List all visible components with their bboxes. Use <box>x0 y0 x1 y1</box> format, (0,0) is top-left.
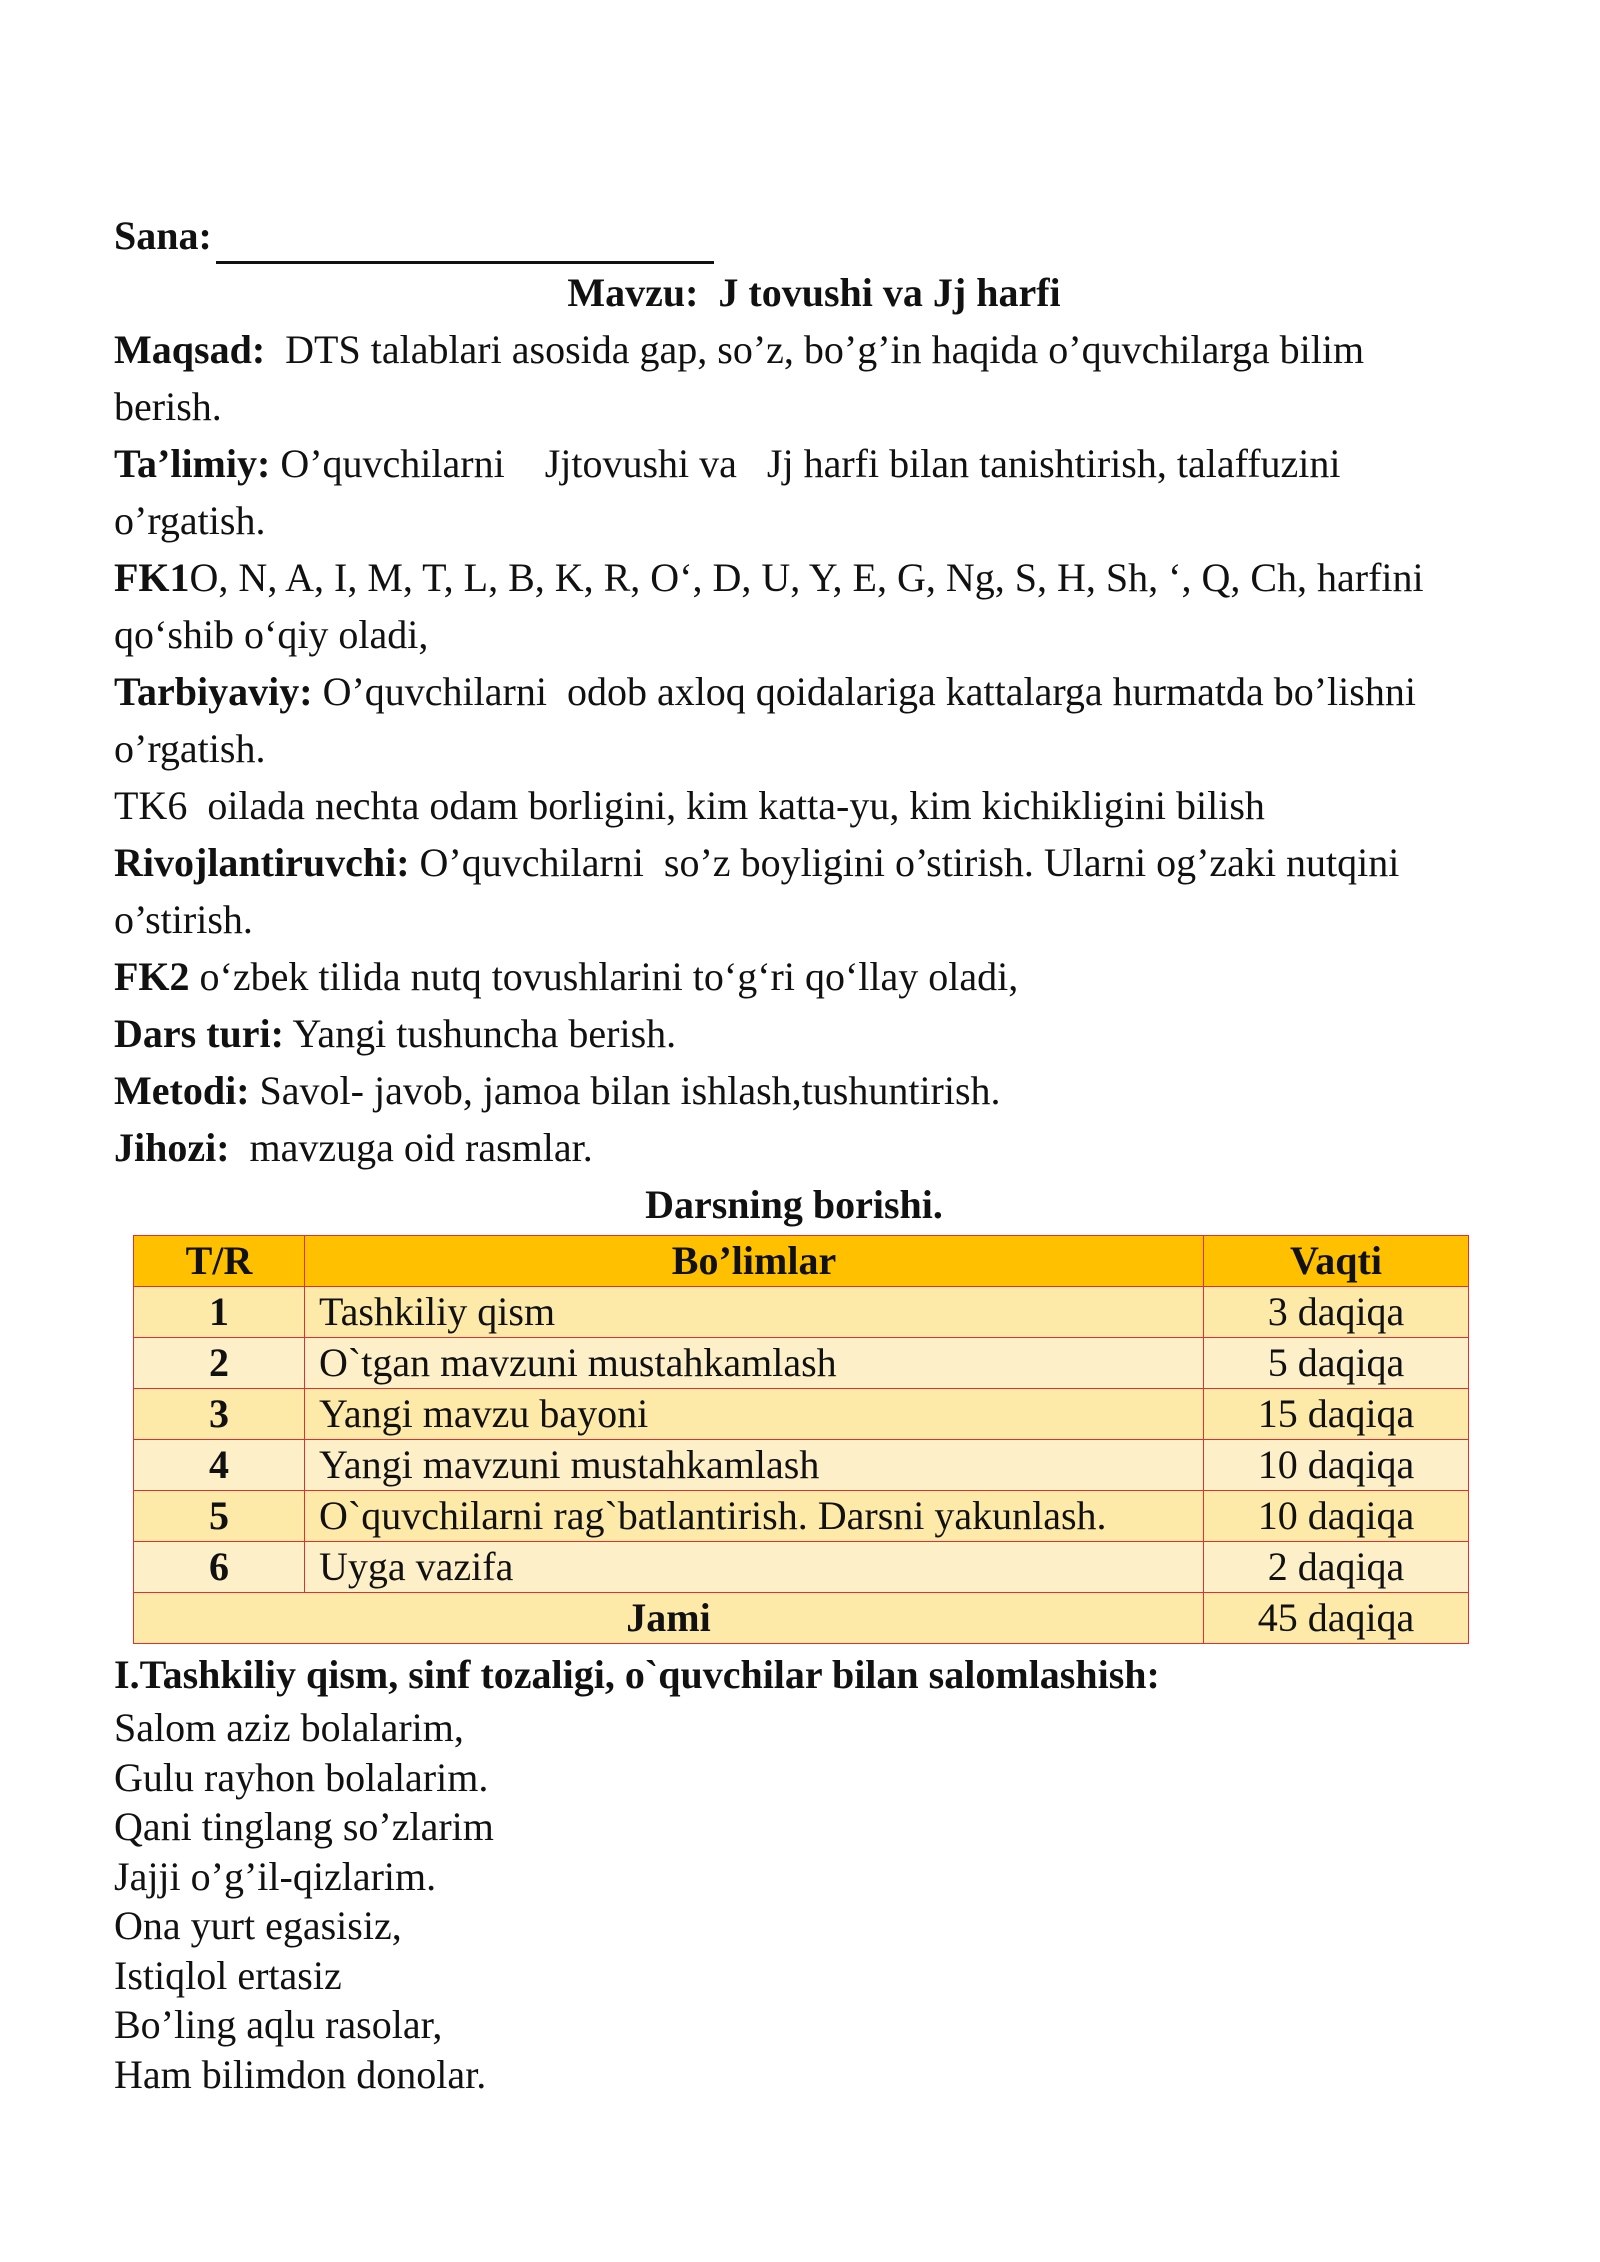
table-row <box>134 1542 1469 1593</box>
fk2-value: o‘zbek tilida nutq tovushlarini to‘g‘ri qo‘llay oladi, <box>199 954 1019 999</box>
row-section: O`tgan mavzuni mustahkamlash <box>305 1338 1204 1389</box>
metodi-field <box>114 1062 1474 1119</box>
row-section: O`quvchilarni rag`batlantirish. Darsni yakunlash. <box>305 1491 1204 1542</box>
poem-line: Ham bilimdon donolar. <box>114 2051 487 2097</box>
fk1-label: FK1 <box>114 555 190 600</box>
mavzu-label: Mavzu: <box>567 270 699 315</box>
row-section: Yangi mavzu bayoni <box>305 1389 1204 1440</box>
total-value: 45 daqiqa <box>1204 1593 1469 1644</box>
talimiy-value: O’quvchilarni Jjtovushi va Jj harfi bilan tanishtirish, talaffuzini o’rgatish. <box>114 441 1351 543</box>
table-total-row <box>134 1593 1469 1644</box>
tarbiyaviy-field <box>114 663 1474 777</box>
fk2-label: FK2 <box>114 954 190 999</box>
dars-turi-value: Yangi tushuncha berish. <box>292 1011 677 1056</box>
table-row <box>134 1389 1469 1440</box>
table-row <box>134 1287 1469 1338</box>
table-row <box>134 1491 1469 1542</box>
lesson-schedule-table <box>133 1235 1469 1644</box>
total-label: Jami <box>134 1593 1204 1644</box>
maqsad-label: Maqsad: <box>114 327 266 372</box>
row-number: 4 <box>134 1440 305 1491</box>
poem-line: Salom aziz bolalarim, <box>114 1705 464 1750</box>
metodi-value: Savol- javob, jamoa bilan ishlash,tushuntirish. <box>259 1068 1001 1113</box>
talimiy-field <box>114 435 1474 549</box>
sana-label: Sana: <box>114 213 212 258</box>
greeting-poem <box>114 1703 1474 2099</box>
row-time: 10 daqiqa <box>1204 1491 1469 1542</box>
row-section: Yangi mavzuni mustahkamlash <box>305 1440 1204 1491</box>
row-time: 2 daqiqa <box>1204 1542 1469 1593</box>
row-time: 3 daqiqa <box>1204 1287 1469 1338</box>
sana-blank <box>216 217 714 264</box>
jihozi-value: mavzuga oid rasmlar. <box>249 1125 593 1170</box>
header-sections: Bo’limlar <box>305 1236 1204 1287</box>
row-section: Tashkiliy qism <box>305 1287 1204 1338</box>
header-time: Vaqti <box>1204 1236 1469 1287</box>
rivojlantiruvchi-label: Rivojlantiruvchi: <box>114 840 410 885</box>
header-tr: T/R <box>134 1236 305 1287</box>
metodi-label: Metodi: <box>114 1068 250 1113</box>
fk1-value: O, N, A, I, M, T, L, B, K, R, O‘, D, U, Y, E, G, Ng, S, H, Sh, ‘, Q, Ch, harfini qo‘shib o‘qiy oladi, <box>114 555 1424 657</box>
poem-line: Gulu rayhon bolalarim. <box>114 1754 489 1800</box>
row-number: 1 <box>134 1287 305 1338</box>
table-row <box>134 1440 1469 1491</box>
maqsad-value: DTS talablari asosida gap, so’z, bo’g’in haqida o’quvchilarga bilim berish. <box>114 327 1365 429</box>
fk2-field <box>114 948 1474 1005</box>
table-title: Darsning borishi. <box>645 1182 943 1227</box>
tarbiyaviy-label: Tarbiyaviy: <box>114 669 313 714</box>
rivojlantiruvchi-field <box>114 834 1474 948</box>
lesson-plan <box>114 207 1474 2099</box>
rivojlantiruvchi-value: O’quvchilarni so’z boyligini o’stirish. Ularni og’zaki nutqini o’stirish. <box>114 840 1410 942</box>
poem-line: Jajji o’g’il-qizlarim. <box>114 1853 437 1899</box>
poem-line: Bo’ling aqlu rasolar, <box>114 2002 443 2047</box>
tk6-field: TK6 oilada nechta odam borligini, kim katta-yu, kim kichikligini bilish <box>114 783 1265 828</box>
jihozi-field <box>114 1119 1474 1176</box>
table-header-row <box>134 1236 1469 1287</box>
mavzu-value: J tovushi va Jj harfi <box>718 270 1061 315</box>
topic-line <box>114 264 1474 321</box>
row-number: 6 <box>134 1542 305 1593</box>
dars-turi-label: Dars turi: <box>114 1011 284 1056</box>
talimiy-label: Ta’limiy: <box>114 441 271 486</box>
section-heading: I.Tashkiliy qism, sinf tozaligi, o`quvchilar bilan salomlashish: <box>114 1652 1160 1697</box>
fk1-field <box>114 549 1474 663</box>
poem-line: Istiqlol ertasiz <box>114 1952 342 1998</box>
poem-line: Ona yurt egasisiz, <box>114 1903 402 1948</box>
poem-line: Qani tinglang so’zlarim <box>114 1804 494 1849</box>
row-number: 3 <box>134 1389 305 1440</box>
row-time: 5 daqiqa <box>1204 1338 1469 1389</box>
jihozi-label: Jihozi: <box>114 1125 230 1170</box>
row-number: 2 <box>134 1338 305 1389</box>
tarbiyaviy-value: O’quvchilarni odob axloq qoidalariga kattalarga hurmatda bo’lishni o’rgatish. <box>114 669 1426 771</box>
sana-line <box>114 207 1474 264</box>
row-section: Uyga vazifa <box>305 1542 1204 1593</box>
row-time: 15 daqiqa <box>1204 1389 1469 1440</box>
dars-turi-field <box>114 1005 1474 1062</box>
table-row <box>134 1338 1469 1389</box>
row-time: 10 daqiqa <box>1204 1440 1469 1491</box>
row-number: 5 <box>134 1491 305 1542</box>
maqsad-field <box>114 321 1474 435</box>
